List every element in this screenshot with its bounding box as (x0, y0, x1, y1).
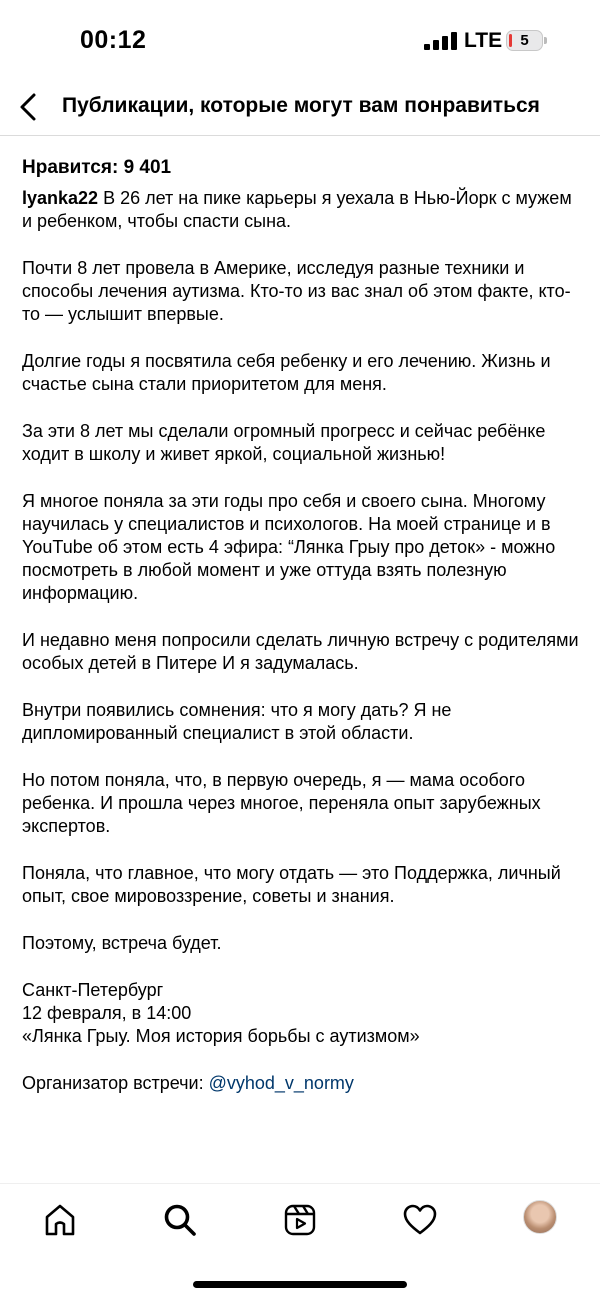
caption-paragraph: И недавно меня попросили сделать личную встречу с родителями особых детей в Питере И я задумалась. (22, 630, 579, 673)
page-title: Публикации, которые могут вам понравиться (62, 94, 540, 117)
caption-paragraph: Но потом поняла, что, в первую очередь, я — мама особого ребенка. И прошла через многое, переняла опыт зарубежных экспертов. (22, 770, 541, 836)
battery-icon (506, 30, 543, 51)
event-date: 12 февраля, в 14:00 (22, 1003, 192, 1023)
caption-paragraph: Внутри появились сомнения: что я могу дать? Я не дипломированный специалист в этой области. (22, 700, 452, 743)
profile-avatar[interactable] (523, 1200, 557, 1234)
post-username[interactable]: lyanka22 (22, 188, 99, 208)
back-icon[interactable] (14, 90, 42, 124)
caption-paragraph: Долгие годы я посвятила себя ребенку и его лечению. Жизнь и счастье сына стали приоритетом для меня. (22, 351, 551, 394)
battery-level: 5 (520, 32, 529, 49)
caption-first-paragraph (22, 187, 582, 233)
search-icon[interactable] (162, 1202, 198, 1238)
home-icon[interactable] (42, 1202, 78, 1238)
bottom-tab-bar (0, 1183, 600, 1264)
likes-count[interactable]: Нравится: 9 401 (22, 157, 172, 178)
event-name: «Лянка Грыу. Моя история борьбы с аутизмом» (22, 1026, 420, 1046)
reels-icon[interactable] (282, 1202, 318, 1238)
status-time: 00:12 (80, 26, 147, 54)
event-city: Санкт-Петербург (22, 980, 164, 1000)
caption-paragraph: Я многое поняла за эти годы про себя и своего сына. Многому научилась у специалистов и психологов. На моей странице и в YouTube об этом есть 4 эфира: “Лянка Грыу про деток» - можно посмотреть в любой момент и уже оттуда взять полезную информацию. (22, 491, 556, 603)
home-indicator (193, 1281, 407, 1288)
caption-paragraph: Поэтому, встреча будет. (22, 933, 222, 953)
organizer-mention-link[interactable]: @vyhod_v_normy (208, 1073, 354, 1093)
caption-paragraph: За эти 8 лет мы сделали огромный прогресс и сейчас ребёнке ходит в школу и живет яркой, социальной жизнью! (22, 421, 546, 464)
organizer-label: Организатор встречи: (22, 1073, 209, 1093)
caption-paragraph: Поняла, что главное, что могу отдать — это Поддержка, личный опыт, свое мировоззрение, советы и знания. (22, 863, 561, 906)
heart-icon[interactable] (402, 1202, 438, 1238)
network-type: LTE (464, 29, 503, 52)
organizer-line (22, 1072, 582, 1095)
caption-paragraph: Почти 8 лет провела в Америке, исследуя разные техники и способы лечения аутизма. Кто-то из вас знал об этом факте, кто-то — услышит впервые. (22, 258, 571, 324)
signal-icon (424, 32, 458, 50)
event-details (22, 979, 582, 1048)
post-caption (22, 156, 582, 1119)
status-bar (0, 0, 600, 80)
caption-text: В 26 лет на пике карьеры я уехала в Нью-Йорк с мужем и ребенком, чтобы спасти сына. (22, 188, 572, 231)
header (0, 80, 600, 136)
